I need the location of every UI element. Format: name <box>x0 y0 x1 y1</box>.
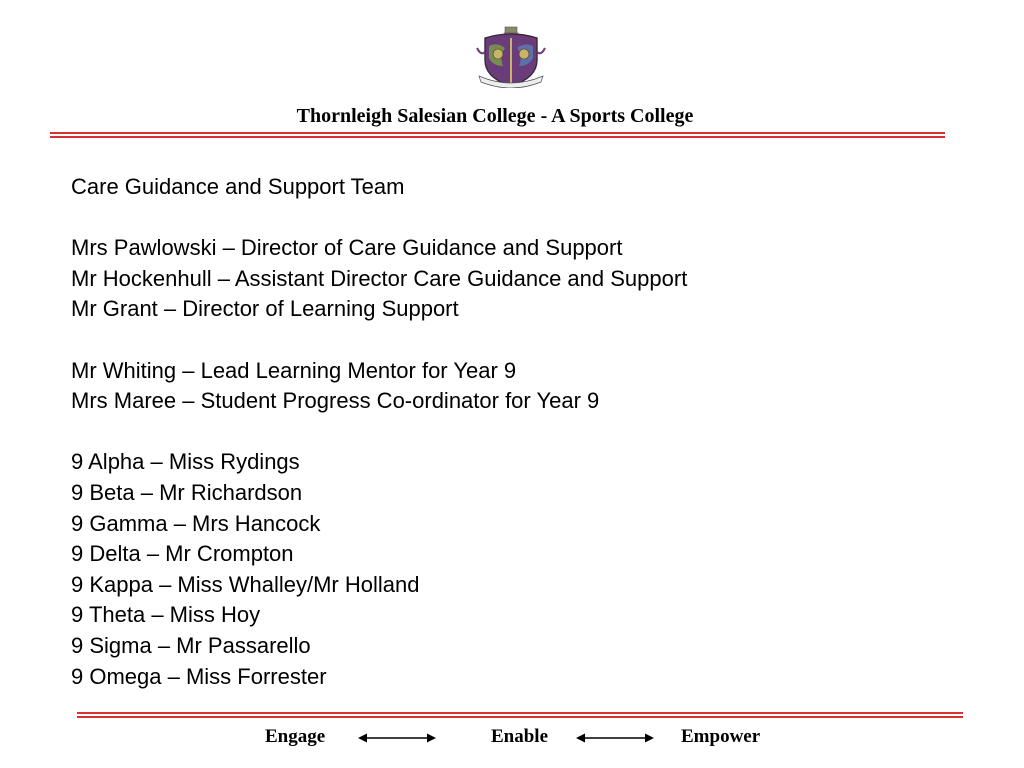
motto-empower: Empower <box>681 726 761 747</box>
staff-line: Mrs Pawlowski – Director of Care Guidance and Support <box>71 235 623 261</box>
header-divider <box>50 132 945 138</box>
spacer <box>71 203 971 234</box>
team-heading: Care Guidance and Support Team <box>71 174 405 199</box>
staff-line: Mr Whiting – Lead Learning Mentor for Year 9 <box>71 357 517 383</box>
double-headed-arrow-icon <box>357 730 437 746</box>
spacer <box>71 325 971 356</box>
college-crest-icon <box>475 26 547 88</box>
form-tutor-line: 9 Theta – Miss Hoy <box>71 602 261 628</box>
form-tutor-line: 9 Beta – Mr Richardson <box>71 479 303 505</box>
form-tutor-line: 9 Alpha – Miss Rydings <box>71 449 300 475</box>
motto-engage: Engage <box>265 726 326 747</box>
college-title: Thornleigh Salesian College - A Sports College <box>296 105 694 127</box>
form-tutor-line: 9 Delta – Mr Crompton <box>71 541 294 567</box>
double-headed-arrow-icon <box>575 730 655 746</box>
form-tutor-line: 9 Gamma – Mrs Hancock <box>71 510 321 536</box>
form-tutor-line: 9 Sigma – Mr Passarello <box>71 632 311 658</box>
form-tutor-line: 9 Omega – Miss Forrester <box>71 663 327 689</box>
staff-line: Mr Grant – Director of Learning Support <box>71 296 459 322</box>
motto-enable: Enable <box>491 726 549 747</box>
footer-divider <box>77 712 963 718</box>
staff-line: Mrs Maree – Student Progress Co-ordinator for Year 9 <box>71 388 600 414</box>
footer-motto <box>0 724 1024 752</box>
slide-content <box>71 172 971 692</box>
spacer <box>71 417 971 448</box>
form-tutor-line: 9 Kappa – Miss Whalley/Mr Holland <box>71 571 420 597</box>
staff-line: Mr Hockenhull – Assistant Director Care Guidance and Support <box>71 265 688 291</box>
